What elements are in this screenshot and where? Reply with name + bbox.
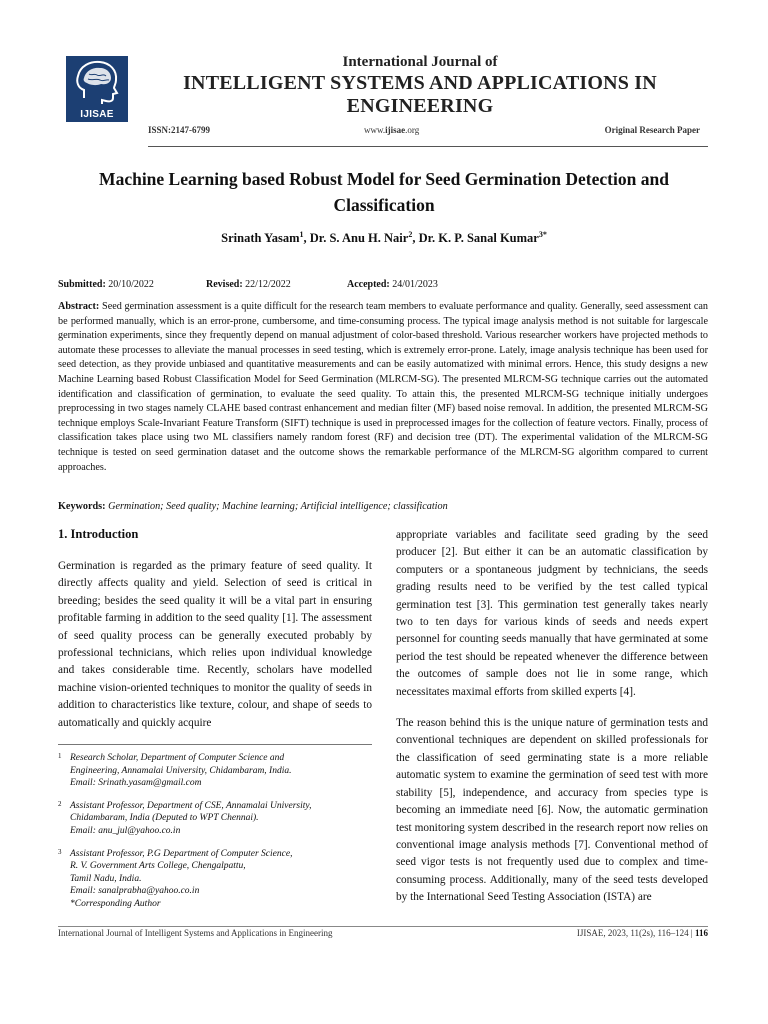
author-affiliation-marker: 1 [299, 230, 304, 239]
paper-title: Machine Learning based Robust Model for Seed Germination Detection and Classification [99, 169, 669, 215]
footnote-line: Chidambaram, India (Deputed to WPT Chennai). [70, 813, 259, 824]
journal-name: INTELLIGENT SYSTEMS AND APPLICATIONS IN ENGINEERING [183, 72, 657, 117]
revised-date: Revised: 22/12/2022 [206, 279, 291, 290]
intro-paragraph: Germination is regarded as the primary feature of seed quality. It directly affects quality and yield. Selection of seed is critical in breeding; besides the seed quality it will be a vital part in ensuring profitable farming in addition to the seed quality [1]. The assessment of seed quality process can be generally executed probably by professional technicians, which relies upon individual knowledge and takes considerable time. Recently, scholars have modelled machine vision-oriented techniques to monitor the quality of seeds in addition to characteristics like texture, colour, and shape of seeds to automatically and quickly acquire [58, 560, 372, 729]
journal-name-small: International Journal of [342, 54, 498, 70]
footnote-marker: 2 [58, 799, 62, 808]
author-name: Dr. K. P. Sanal Kumar [418, 231, 539, 246]
footnote-marker: 1 [58, 752, 62, 760]
submitted-date: Submitted: 20/10/2022 [58, 279, 154, 290]
footnote [58, 752, 372, 790]
author-name: Dr. S. Anu H. Nair [309, 231, 409, 246]
keywords: Keywords: Germination; Seed quality; Machine learning; Artificial intelligence; classification [58, 501, 448, 512]
footnote-line: Email: anu_jul@yahoo.co.in [70, 825, 181, 836]
intro-paragraph-cont: appropriate variables and facilitate seed grading by the seed producer [2]. But either it can be an automatic classification by computers or a spontaneous judgment by technicians, the seeds grading results need to be verified by the test called typical germination test [3]. This germination test generally takes nearly two to ten days for various kinds of seeds and needs expert personnel for counting seeds manually that have germinated at some period the test should be repeated whenever the difference between the outcomes of sample does not lie in some range, which necessitates maximal efforts from skilled experts [4]. [396, 529, 708, 698]
issn: ISSN:2147-6799 [148, 125, 211, 135]
footnotes [58, 752, 372, 921]
footnote-line: Research Scholar, Department of Computer Science and [70, 753, 285, 763]
right-column [396, 527, 708, 907]
footer-divider [58, 926, 708, 927]
abstract-label: Abstract: [58, 301, 100, 312]
abstract-text: Seed germination assessment is a quite difficult for the research team members to evaluate performance and quality. Generally, seed assessment can be performed manually, which is an error-prone, cumbersome, and time-consuming process. The typical image analysis method is not suitable for largescale germination experiments, since they frequently depend on manual adjustment of color-based threshold. Various researcher workers have projected methods to automate these processes to alleviate the manual processes in seed testing, which is extremely error-prone. Lately, image analysis technique has been used for seed detection, as they provide unbiased and quantitative measurements and can be easily automatized with minimal errors. Hence, this study designs a new Machine Learning based Robust Classification Model for Seed Germination (MLRCM-SG). The presented MLRCM-SG technique carries out the automated identification and classification of germination, to evaluate the seed quality. To attain this, the presented MLRCM-SG technique initially undergoes preprocessing in two stages namely CLAHE based contrast enhancement and median filter (MF) based noise removal. In addition, the presented MLRCM-SG technique employs Scale-Invariant Feature Transform (SIFT) technique is used in preprocessed images for the collection of feature vectors. Finally, process of classification takes place using two ML classifiers namely random forest (RF) and decision tree (DT). The experimental validation of the MLRCM-SG technique is tested on seed germination dataset and the outcome shows the remarkable performance of the MLRCM-SG algorithm compared to current approaches. [58, 301, 709, 473]
footnote-divider [58, 744, 372, 745]
footnote-line: Engineering, Annamalai University, Chidambaram, India. [70, 765, 292, 776]
left-column [58, 558, 372, 732]
intro-paragraph-2: The reason behind this is the unique nature of germination tests and conventional techniques are dependent on skilled professionals for the classification of seed germinating state is a more reliable automatic system to examine the germination of seed test with more stability [5], independence, and accuracy from species type is becoming an immediate need [6]. Now, the automatic germination test monitoring system described in the research report now relies on conventional image analysis methods [7]. Conventional method of seed vigor tests is not frequently used due to complex and time-consuming process. Additionally, many of the seed tests developed by the International Seed Testing Association (ISTA) are [396, 717, 708, 904]
footer-journal: International Journal of Intelligent Systems and Applications in Engineering [58, 928, 333, 938]
footnote [58, 848, 372, 911]
footnote-marker: 3 [58, 847, 62, 856]
journal-logo [66, 56, 128, 122]
brain-head-icon [70, 58, 124, 106]
footnote-line: *Corresponding Author [70, 898, 161, 909]
section-heading: 1. Introduction [58, 527, 139, 541]
logo-text: IJISAE [80, 109, 114, 120]
journal-website-link[interactable]: www.ijisae.org [364, 125, 420, 135]
footnote-line: R. V. Government Arts College, Chengalpattu, [70, 861, 246, 872]
author-affiliation-marker: 2 [408, 230, 413, 239]
abstract [58, 300, 708, 475]
footnote-line: Email: sanalprabha@yahoo.co.in [70, 886, 200, 897]
footnote-line: Tamil Nadu, India. [70, 873, 142, 884]
keywords-text: Germination; Seed quality; Machine learning; Artificial intelligence; classification [108, 501, 448, 512]
footnote-line: Assistant Professor, Department of CSE, Annamalai University, [70, 800, 312, 811]
header-divider [148, 146, 708, 147]
author-list: Srinath Yasam$^1$, Dr. S. Anu H. Nair$^2$, Dr. K. P. Sanal Kumar$^{3*}$ [221, 230, 547, 246]
author-name: Srinath Yasam [221, 231, 300, 246]
paper-type: Original Research Paper [604, 125, 700, 135]
footnote-line: Email: Srinath.yasam@gmail.com [70, 778, 202, 789]
accepted-date: Accepted: 24/01/2023 [347, 279, 438, 290]
page-number: 116 [694, 928, 708, 938]
author-affiliation-marker: 3* [538, 230, 547, 239]
footnote [58, 800, 372, 838]
footer-citation: IJISAE, 2023, 11(2s), 116–124 | 116 [576, 928, 708, 938]
footnote-line: Assistant Professor, P.G Department of Computer Science, [70, 848, 293, 859]
